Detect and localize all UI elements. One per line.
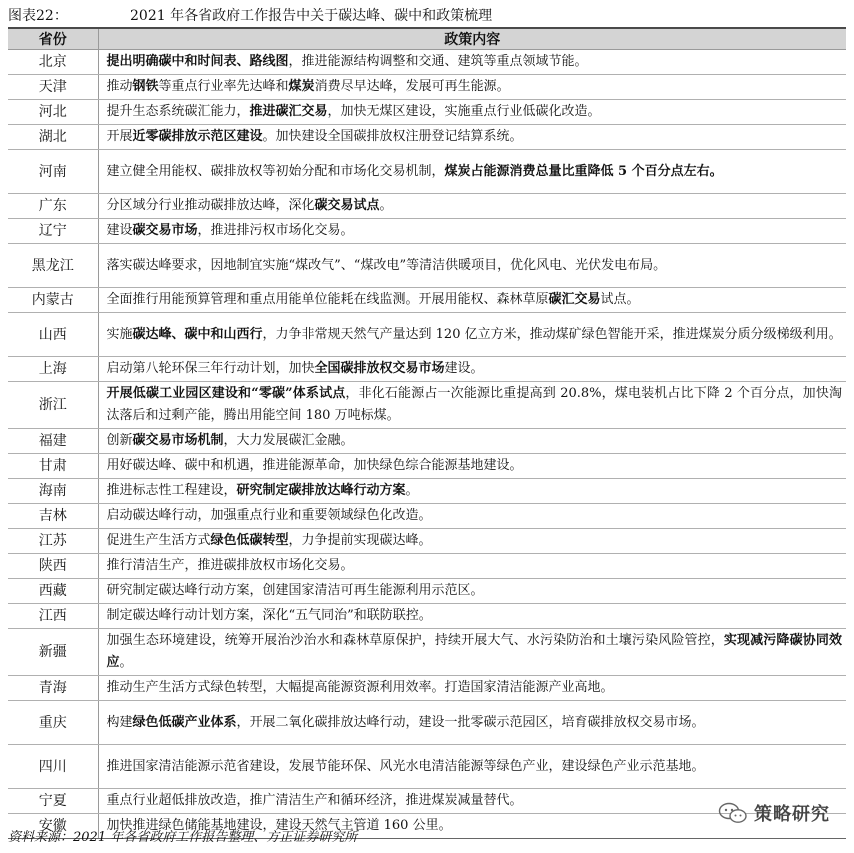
policy-highlight: 碳交易市场机制 — [132, 433, 224, 448]
policy-text: ，力争提前实现碳达峰。 — [288, 533, 432, 548]
policy-highlight: 实现减污降碳协同效应 — [106, 633, 842, 670]
table-body — [8, 50, 846, 839]
policy-highlight: 近零碳排放示范区建设 — [132, 129, 263, 144]
table-row — [8, 479, 846, 504]
policy-cell — [98, 429, 846, 454]
policy-text: 重点行业超低排放改造，推广清洁生产和循环经济，推进煤炭减量替代。 — [106, 793, 523, 808]
table-row — [8, 50, 846, 75]
policy-cell — [98, 100, 846, 125]
policy-cell — [98, 194, 846, 219]
province-cell: 广东 — [8, 194, 98, 219]
table-row — [8, 382, 846, 429]
policy-highlight: 碳交易试点 — [314, 198, 380, 213]
policy-cell — [98, 745, 846, 789]
policy-text: 用好碳达峰、碳中和机遇，推进能源革命，加快绿色综合能源基地建设。 — [106, 458, 523, 473]
policy-cell — [98, 479, 846, 504]
province-cell: 内蒙古 — [8, 288, 98, 313]
policy-text: 制定碳达峰行动计划方案，深化“五气同治”和联防联控。 — [106, 608, 432, 623]
policy-text: 实施 — [106, 326, 133, 342]
policy-text: ，推进能源结构调整和交通、建筑等重点领域节能。 — [288, 54, 588, 69]
policy-cell — [98, 604, 846, 629]
province-cell: 宁夏 — [8, 789, 98, 814]
policy-text: 加快推进绿色储能基地建设，建设天然气主管道 160 公里。 — [106, 818, 452, 833]
policy-text: 分区域分行业推动碳排放达峰，深化 — [106, 198, 315, 213]
policy-text: 消费尽早达峰，发展可再生能源。 — [314, 79, 510, 94]
table-row — [8, 288, 846, 313]
table-row — [8, 676, 846, 701]
figure-caption — [8, 6, 846, 26]
province-cell: 北京 — [8, 50, 98, 75]
policy-highlight: 全国碳排放权交易市场 — [314, 361, 445, 376]
policy-text: ，开展二氧化碳排放达峰行动，建设一批零碳示范园区，培育碳排放权交易市场。 — [236, 714, 705, 730]
province-cell: 湖北 — [8, 125, 98, 150]
policy-highlight: 碳达峰、碳中和山西行 — [132, 326, 263, 342]
policy-text: 建设。 — [444, 361, 484, 376]
policy-cell — [98, 313, 846, 357]
policy-highlight: 碳交易市场 — [132, 223, 198, 238]
province-cell: 陕西 — [8, 554, 98, 579]
policy-text: 等重点行业率先达峰和 — [158, 79, 289, 94]
policy-text: ，大力发展碳汇金融。 — [223, 433, 354, 448]
policy-highlight: 煤炭 — [288, 79, 315, 94]
policy-text: 推动生产生活方式绿色转型，大幅提高能源资源利用效率。打造国家清洁能源产业高地。 — [106, 680, 614, 695]
table-row — [8, 504, 846, 529]
province-cell: 青海 — [8, 676, 98, 701]
table-row — [8, 125, 846, 150]
policy-text: 开展 — [106, 129, 133, 144]
figure-title: 2021 年各省政府工作报告中关于碳达峰、碳中和政策梳理 — [130, 8, 493, 24]
policy-cell — [98, 244, 846, 288]
policy-text: 落实碳达峰要求，因地制宜实施“煤改气”、“煤改电”等清洁供暖项目，优化风电、光伏发电布局。 — [106, 257, 667, 273]
table-row — [8, 454, 846, 479]
policy-cell — [98, 50, 846, 75]
province-cell: 四川 — [8, 745, 98, 789]
table-row — [8, 429, 846, 454]
policy-text: 推进标志性工程建设， — [106, 483, 237, 498]
figure-number: 图表22： — [8, 8, 68, 24]
province-cell: 浙江 — [8, 382, 98, 429]
wechat-logo-icon — [718, 802, 748, 824]
policy-cell — [98, 219, 846, 244]
policy-cell — [98, 288, 846, 313]
policy-cell — [98, 676, 846, 701]
policy-text: 创新 — [106, 433, 133, 448]
policy-text: 提升生态系统碳汇能力， — [106, 104, 250, 119]
policy-highlight: 钢铁 — [132, 79, 159, 94]
policy-highlight: 开展低碳工业园区建设和“零碳”体系试点 — [106, 386, 346, 401]
policy-cell — [98, 579, 846, 604]
table-row — [8, 554, 846, 579]
policy-text: 全面推行用能预算管理和重点用能单位能耗在线监测。开展用能权、森林草原 — [106, 292, 549, 307]
table-row — [8, 629, 846, 676]
policy-text: ，非化石能源占一次能源比重提高到 20.8%，煤电装机占比下降 2 个百分点，加快淘汰落后和过剩产能，腾出用能空间 180 万吨标煤。 — [106, 386, 842, 423]
policy-table — [8, 29, 846, 838]
policy-cell — [98, 554, 846, 579]
table-row — [8, 579, 846, 604]
policy-text: 。加快建设全国碳排放权注册登记结算系统。 — [262, 129, 523, 144]
policy-cell — [98, 504, 846, 529]
policy-text: 推行清洁生产，推进碳排放权市场化交易。 — [106, 558, 354, 573]
table-header-row — [8, 29, 846, 50]
policy-cell — [98, 150, 846, 194]
policy-text: 推动 — [106, 79, 133, 94]
policy-highlight: 研究制定碳排放达峰行动方案 — [236, 483, 406, 498]
province-cell: 河南 — [8, 150, 98, 194]
policy-table-container — [8, 27, 846, 839]
province-cell: 吉林 — [8, 504, 98, 529]
policy-text: 构建 — [106, 714, 133, 730]
policy-text: 。 — [405, 483, 419, 498]
policy-highlight: 绿色低碳产业体系 — [132, 714, 237, 730]
province-cell: 江西 — [8, 604, 98, 629]
province-cell: 江苏 — [8, 529, 98, 554]
policy-text: ，推进排污权市场化交易。 — [197, 223, 354, 238]
table-row — [8, 529, 846, 554]
policy-highlight: 碳汇交易 — [548, 292, 601, 307]
table-row — [8, 745, 846, 789]
table-row — [8, 604, 846, 629]
policy-cell — [98, 357, 846, 382]
policy-cell — [98, 125, 846, 150]
province-cell: 辽宁 — [8, 219, 98, 244]
province-cell: 福建 — [8, 429, 98, 454]
province-cell: 河北 — [8, 100, 98, 125]
policy-cell — [98, 75, 846, 100]
policy-text: 。 — [379, 198, 393, 213]
policy-text: 研究制定碳达峰行动方案，创建国家清洁可再生能源利用示范区。 — [106, 583, 484, 598]
province-cell: 新疆 — [8, 629, 98, 676]
table-row — [8, 219, 846, 244]
province-cell: 山西 — [8, 313, 98, 357]
policy-text: 启动碳达峰行动，加强重点行业和重要领域绿色化改造。 — [106, 508, 432, 523]
province-cell: 海南 — [8, 479, 98, 504]
policy-text: 启动第八轮环保三年行动计划，加快 — [106, 361, 315, 376]
province-cell: 天津 — [8, 75, 98, 100]
watermark-text: 策略研究 — [754, 804, 830, 825]
watermark — [718, 800, 830, 826]
province-cell: 上海 — [8, 357, 98, 382]
policy-text: ，加快无煤区建设，实施重点行业低碳化改造。 — [327, 104, 601, 119]
policy-text: 加强生态环境建设，统筹开展治沙治水和森林草原保护，持续开展大气、水污染防治和土壤污染风险管控， — [106, 633, 724, 648]
policy-cell — [98, 629, 846, 676]
table-row — [8, 194, 846, 219]
policy-text: 建设 — [106, 223, 133, 238]
policy-highlight: 提出明确碳中和时间表、路线图 — [106, 54, 289, 69]
policy-text: 建立健全用能权、碳排放权等初始分配和市场化交易机制， — [106, 163, 445, 179]
header-policy: 政策内容 — [98, 29, 846, 50]
table-row — [8, 75, 846, 100]
policy-highlight: 绿色低碳转型 — [210, 533, 289, 548]
province-cell: 重庆 — [8, 701, 98, 745]
province-cell: 西藏 — [8, 579, 98, 604]
table-row — [8, 150, 846, 194]
province-cell: 安徽 — [8, 814, 98, 839]
policy-text: 推进国家清洁能源示范省建设，发展节能环保、风光水电清洁能源等绿色产业，建设绿色产业示范基地。 — [106, 758, 705, 774]
table-row — [8, 244, 846, 288]
policy-text: 。 — [119, 655, 133, 670]
policy-cell — [98, 529, 846, 554]
policy-text: ，力争非常规天然气产量达到 120 亿立方米，推动煤矿绿色智能开采，推进煤炭分质分级梯级利用。 — [262, 326, 842, 342]
policy-cell — [98, 382, 846, 429]
policy-highlight: 推进碳汇交易 — [249, 104, 328, 119]
table-row — [8, 357, 846, 382]
policy-cell — [98, 454, 846, 479]
province-cell: 甘肃 — [8, 454, 98, 479]
policy-cell — [98, 701, 846, 745]
table-row — [8, 313, 846, 357]
header-province: 省份 — [8, 29, 98, 50]
source-note: 资料来源：2021 年各省政府工作报告整理、方正证券研究所 — [8, 830, 358, 845]
province-cell: 黑龙江 — [8, 244, 98, 288]
table-row — [8, 701, 846, 745]
policy-highlight: 煤炭占能源消费总量比重降低 5 个百分点左右。 — [444, 163, 723, 179]
policy-text: 试点。 — [600, 292, 640, 307]
policy-text: 促进生产生活方式 — [106, 533, 211, 548]
table-row — [8, 100, 846, 125]
